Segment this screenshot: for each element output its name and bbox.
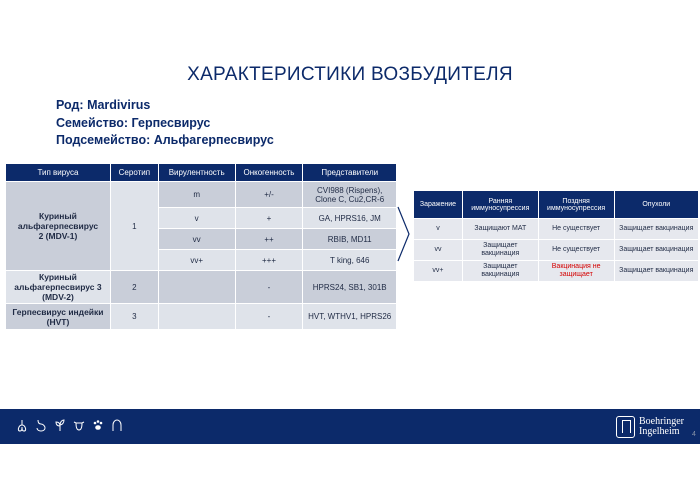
representatives-cell: CVI988 (Rispens), Clone C, Cu2,CR-6	[303, 182, 397, 208]
header-oncogenicity: Онкогенность	[235, 164, 303, 182]
table-row	[414, 219, 699, 240]
chevron-right-icon	[397, 206, 411, 262]
header-representatives: Представители	[303, 164, 397, 182]
footer-icons	[16, 419, 123, 432]
header-virulence: Вирулентность	[158, 164, 235, 182]
oncogenicity-cell: ++	[235, 229, 303, 250]
virus-types-table	[5, 163, 397, 330]
early-cell: Защищают МАТ	[462, 219, 538, 240]
mdv2-representatives: HPRS24, SB1, 301B	[303, 271, 397, 304]
infection-cell: vv	[414, 240, 463, 261]
early-cell: Защищает вакцинация	[462, 240, 538, 261]
virulence-cell: v	[158, 208, 235, 229]
virulence-cell: vv+	[158, 250, 235, 271]
family-label: Семейство: Герпесвирус	[56, 115, 211, 130]
mdv2-serotype: 2	[110, 271, 158, 304]
infection-cell: vv+	[414, 261, 463, 282]
footer-bar	[0, 409, 700, 444]
hvt-serotype: 3	[110, 304, 158, 330]
tumors-cell: Защищает вакцинация	[614, 219, 698, 240]
subfamily-label: Подсемейство: Альфагерпесвирус	[56, 133, 274, 147]
tumors-cell: Защищает вакцинация	[614, 261, 698, 282]
brand-text	[639, 417, 684, 437]
table-row	[414, 261, 699, 282]
virulence-cell: vv	[158, 229, 235, 250]
brand-logo	[616, 416, 684, 438]
table-row	[6, 271, 397, 304]
oncogenicity-cell: +	[235, 208, 303, 229]
mdv2-virulence	[158, 271, 235, 304]
hvt-name: Герпесвирус индейки (HVT)	[6, 304, 111, 330]
hvt-virulence	[158, 304, 235, 330]
representatives-cell: RBIB, MD11	[303, 229, 397, 250]
oncogenicity-cell: +/-	[235, 182, 303, 208]
late-cell: Не существует	[538, 219, 614, 240]
header-infection: Заражение	[414, 191, 463, 219]
table-row	[414, 240, 699, 261]
plant-icon	[54, 419, 66, 432]
genus-label: Род: Mardivirus	[56, 98, 151, 112]
page-title: ХАРАКТЕРИСТИКИ ВОЗБУДИТЕЛЯ	[187, 64, 513, 85]
early-cell: Защищает вакцинация	[462, 261, 538, 282]
hvt-representatives: HVT, WTHV1, HPRS26	[303, 304, 397, 330]
header-early-immunosuppression: Ранняя иммуносупрессия	[462, 191, 538, 219]
hvt-oncogenicity: -	[235, 304, 303, 330]
mdv1-name: Куриный альфагерпесвирус 2 (MDV-1)	[6, 182, 111, 271]
late-cell: Не существует	[538, 240, 614, 261]
header-late-immunosuppression: Поздняя иммуносупрессия	[538, 191, 614, 219]
tumors-cell: Защищает вакцинация	[614, 240, 698, 261]
paw-icon	[92, 419, 104, 432]
mdv2-name: Куриный альфагерпесвирус 3 (MDV-2)	[6, 271, 111, 304]
table-header-row	[414, 191, 699, 219]
lungs-icon	[16, 419, 28, 432]
representatives-cell: GA, HPRS16, JM	[303, 208, 397, 229]
table-row	[6, 182, 397, 208]
brand-mark-icon	[616, 416, 635, 438]
virulence-cell: m	[158, 182, 235, 208]
page-number: 4	[692, 431, 696, 438]
mdv2-oncogenicity: -	[235, 271, 303, 304]
infection-cell: v	[414, 219, 463, 240]
representatives-cell: T king, 646	[303, 250, 397, 271]
table-row	[6, 304, 397, 330]
late-cell-warning: Вакцинация не защищает	[538, 261, 614, 282]
brand-line-2: Ingelheim	[639, 426, 680, 437]
taxonomy-block	[56, 98, 274, 151]
oncogenicity-cell: +++	[235, 250, 303, 271]
header-serotype: Серотип	[110, 164, 158, 182]
header-tumors: Опухоли	[614, 191, 698, 219]
brand-line-1: Boehringer	[639, 416, 684, 427]
stomach-icon	[35, 419, 47, 432]
cattle-icon	[73, 419, 85, 432]
immunity-table	[413, 190, 699, 282]
mdv1-serotype: 1	[110, 182, 158, 271]
horse-icon	[111, 419, 123, 432]
header-virus-type: Тип вируса	[6, 164, 111, 182]
table-header-row	[6, 164, 397, 182]
